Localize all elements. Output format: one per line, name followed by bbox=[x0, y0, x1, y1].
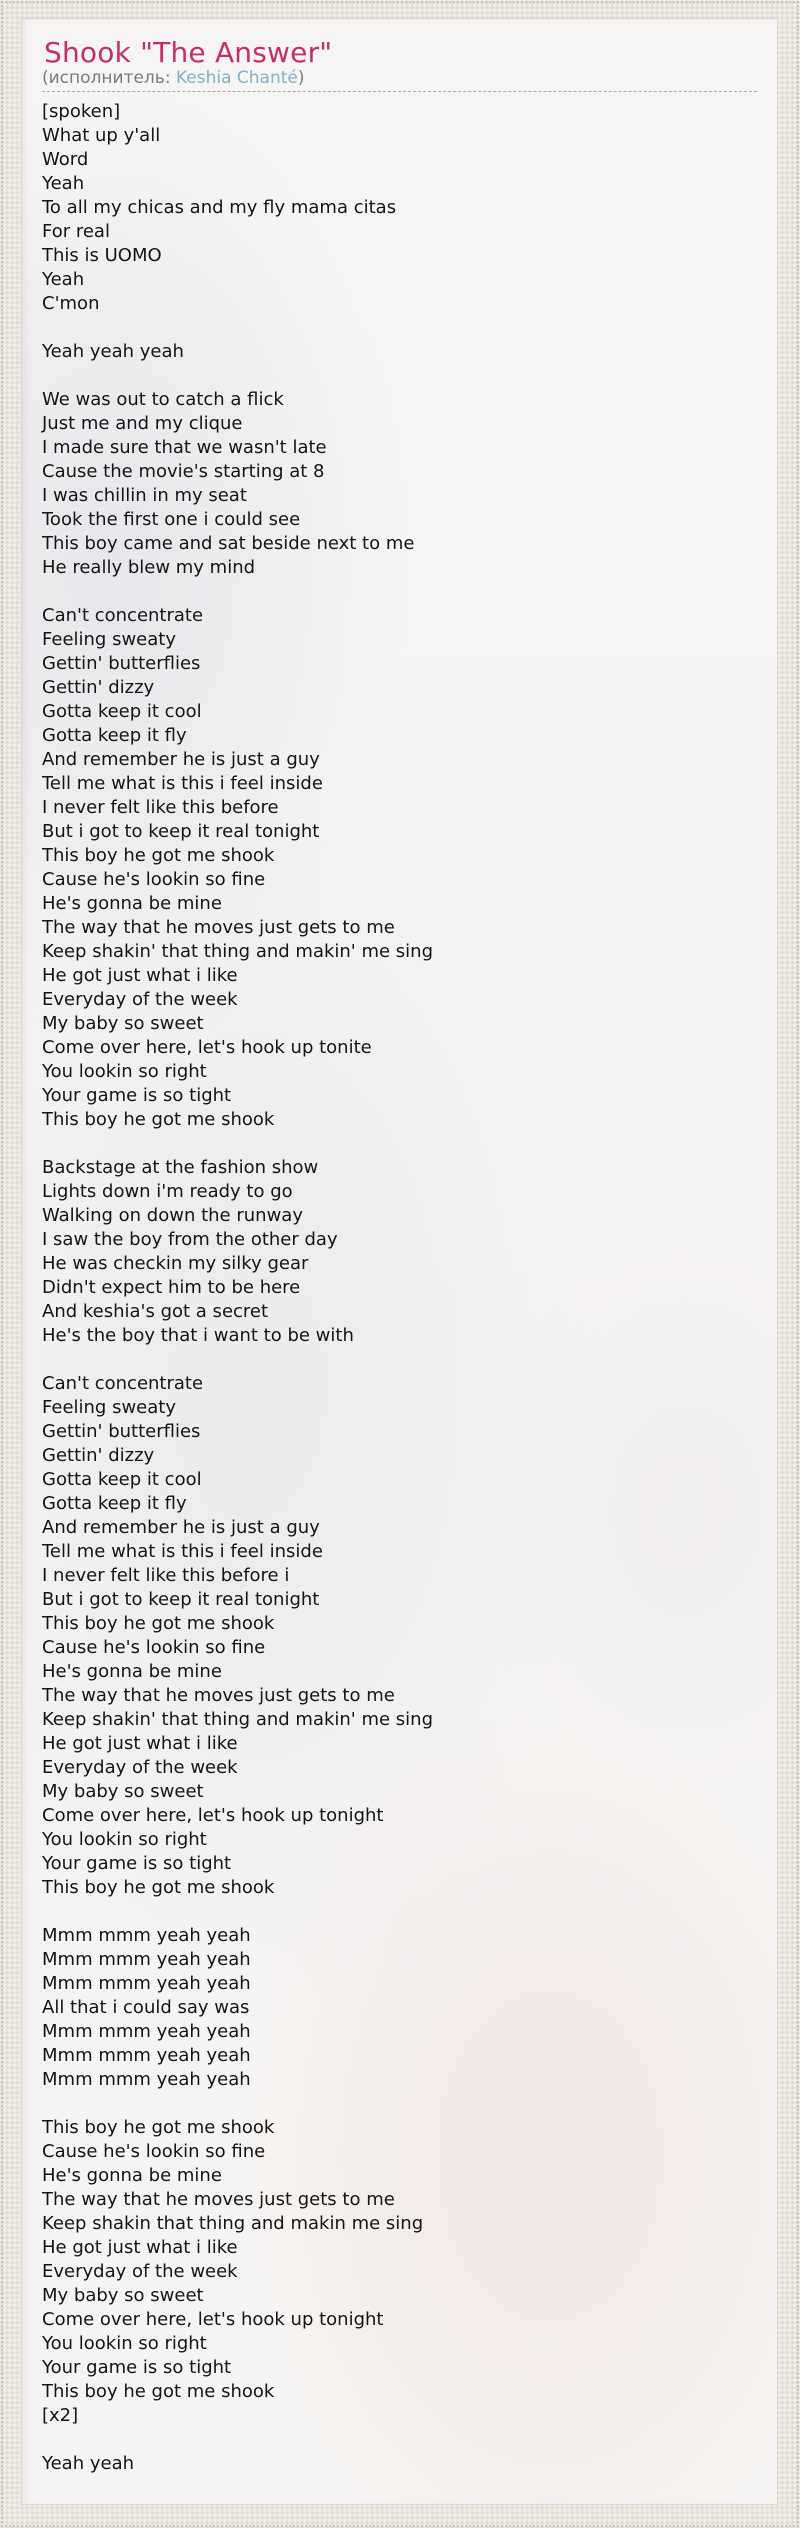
lyric-line: Walking on down the runway bbox=[42, 1205, 303, 1226]
lyric-line: I saw the boy from the other day bbox=[42, 1229, 338, 1250]
artist-link[interactable]: Keshia Chanté bbox=[175, 68, 298, 88]
lyric-line: Tell me what is this i feel inside bbox=[42, 1541, 323, 1562]
lyric-line: He's gonna be mine bbox=[42, 1661, 222, 1682]
lyric-line: Mmm mmm yeah yeah bbox=[42, 2069, 251, 2090]
lyric-line: But i got to keep it real tonight bbox=[42, 821, 320, 842]
lyric-line: He got just what i like bbox=[42, 1733, 238, 1754]
lyric-line: He really blew my mind bbox=[42, 557, 256, 578]
lyric-line: Tell me what is this i feel inside bbox=[42, 773, 323, 794]
lyric-line bbox=[42, 2428, 757, 2452]
lyric-line: The way that he moves just gets to me bbox=[42, 1685, 395, 1706]
lyric-line: My baby so sweet bbox=[42, 2285, 204, 2306]
lyric-line: Just me and my clique bbox=[42, 413, 243, 434]
lyric-line: He's gonna be mine bbox=[42, 2165, 222, 2186]
lyric-line: He's gonna be mine bbox=[42, 893, 222, 914]
lyric-line: Come over here, let's hook up tonight bbox=[42, 1805, 384, 1826]
lyric-line: Your game is so tight bbox=[42, 1085, 232, 1106]
lyric-line: Mmm mmm yeah yeah bbox=[42, 1973, 251, 1994]
lyric-line: Can't concentrate bbox=[42, 605, 204, 626]
lyric-line: This boy he got me shook bbox=[42, 2381, 275, 2402]
lyric-line: This boy he got me shook bbox=[42, 2117, 275, 2138]
song-title: Shook "The Answer" bbox=[44, 36, 333, 69]
lyric-line: Took the first one i could see bbox=[42, 509, 301, 530]
lyric-line: Everyday of the week bbox=[42, 2261, 238, 2282]
lyric-line: Gotta keep it cool bbox=[42, 701, 202, 722]
lyric-line: What up y'all bbox=[42, 125, 161, 146]
lyric-line: Your game is so tight bbox=[42, 2357, 232, 2378]
lyric-line: Word bbox=[42, 149, 89, 170]
lyric-line: Mmm mmm yeah yeah bbox=[42, 1925, 251, 1946]
lyric-line: He got just what i like bbox=[42, 965, 238, 986]
lyric-line: This boy he got me shook bbox=[42, 1877, 275, 1898]
lyric-line: Didn't expect him to be here bbox=[42, 1277, 301, 1298]
lyric-line bbox=[42, 316, 757, 340]
lyric-line: Mmm mmm yeah yeah bbox=[42, 1949, 251, 1970]
lyric-line: Yeah yeah bbox=[42, 2453, 135, 2474]
lyric-line bbox=[42, 1348, 757, 1372]
lyric-line bbox=[42, 2092, 757, 2116]
lyric-line: Cause the movie's starting at 8 bbox=[42, 461, 325, 482]
lyric-line: My baby so sweet bbox=[42, 1013, 204, 1034]
lyric-line: This boy he got me shook bbox=[42, 1109, 275, 1130]
song-header bbox=[42, 37, 757, 92]
lyric-line: He was checkin my silky gear bbox=[42, 1253, 309, 1274]
lyric-line: Everyday of the week bbox=[42, 989, 238, 1010]
lyric-line: And keshia's got a secret bbox=[42, 1301, 269, 1322]
lyric-line: Gettin' butterflies bbox=[42, 1421, 201, 1442]
lyric-line bbox=[42, 580, 757, 604]
lyric-line: You lookin so right bbox=[42, 2333, 207, 2354]
lyric-line: Backstage at the fashion show bbox=[42, 1157, 319, 1178]
lyric-line: This is UOMO bbox=[42, 245, 162, 266]
lyric-line: Can't concentrate bbox=[42, 1373, 204, 1394]
lyric-line: And remember he is just a guy bbox=[42, 1517, 320, 1538]
lyric-line: But i got to keep it real tonight bbox=[42, 1589, 320, 1610]
lyric-line: You lookin so right bbox=[42, 1061, 207, 1082]
lyric-line: [spoken] bbox=[42, 101, 121, 122]
artist-label-prefix: (исполнитель: bbox=[42, 68, 176, 88]
lyric-line: I was chillin in my seat bbox=[42, 485, 247, 506]
lyric-line: We was out to catch a flick bbox=[42, 389, 284, 410]
lyric-line: Keep shakin' that thing and makin' me sing bbox=[42, 941, 434, 962]
lyric-line: Everyday of the week bbox=[42, 1757, 238, 1778]
lyrics-text bbox=[42, 100, 757, 2476]
lyric-line: Gettin' dizzy bbox=[42, 1445, 155, 1466]
lyric-line: Gettin' butterflies bbox=[42, 653, 201, 674]
lyric-line: Gotta keep it fly bbox=[42, 725, 187, 746]
lyric-line: [x2] bbox=[42, 2405, 79, 2426]
lyric-line: You lookin so right bbox=[42, 1829, 207, 1850]
lyric-line: All that i could say was bbox=[42, 1997, 250, 2018]
lyric-line: Cause he's lookin so fine bbox=[42, 2141, 266, 2162]
lyric-line: Gettin' dizzy bbox=[42, 677, 155, 698]
lyric-line: This boy he got me shook bbox=[42, 1613, 275, 1634]
lyric-line: The way that he moves just gets to me bbox=[42, 2189, 395, 2210]
lyric-line: I made sure that we wasn't late bbox=[42, 437, 327, 458]
lyric-line: Keep shakin' that thing and makin' me sing bbox=[42, 1709, 434, 1730]
lyric-line: Feeling sweaty bbox=[42, 1397, 176, 1418]
lyric-line: Come over here, let's hook up tonite bbox=[42, 1037, 372, 1058]
lyric-line: Cause he's lookin so fine bbox=[42, 869, 266, 890]
lyric-line bbox=[42, 1900, 757, 1924]
lyric-line: C'mon bbox=[42, 293, 100, 314]
lyric-line: And remember he is just a guy bbox=[42, 749, 320, 770]
lyric-line: To all my chicas and my fly mama citas bbox=[42, 197, 397, 218]
lyric-line: My baby so sweet bbox=[42, 1781, 204, 1802]
lyric-line: He got just what i like bbox=[42, 2237, 238, 2258]
lyric-line bbox=[42, 364, 757, 388]
lyric-line: For real bbox=[42, 221, 110, 242]
lyric-line bbox=[42, 1132, 757, 1156]
lyric-line: Mmm mmm yeah yeah bbox=[42, 2021, 251, 2042]
lyric-line: Mmm mmm yeah yeah bbox=[42, 2045, 251, 2066]
lyric-line: Gotta keep it cool bbox=[42, 1469, 202, 1490]
lyric-line: This boy he got me shook bbox=[42, 845, 275, 866]
lyric-line: Gotta keep it fly bbox=[42, 1493, 187, 1514]
lyric-line: I never felt like this before i bbox=[42, 1565, 290, 1586]
lyric-line: Feeling sweaty bbox=[42, 629, 176, 650]
panel-inner bbox=[22, 37, 777, 2476]
lyric-line: He's the boy that i want to be with bbox=[42, 1325, 354, 1346]
lyric-line: I never felt like this before bbox=[42, 797, 279, 818]
lyric-line: Keep shakin that thing and makin me sing bbox=[42, 2213, 424, 2234]
lyric-line: Yeah bbox=[42, 173, 85, 194]
lyric-line: Cause he's lookin so fine bbox=[42, 1637, 266, 1658]
lyric-line: Yeah bbox=[42, 269, 85, 290]
artist-line bbox=[42, 69, 757, 92]
lyric-line: The way that he moves just gets to me bbox=[42, 917, 395, 938]
artist-label-suffix: ) bbox=[297, 68, 305, 88]
lyric-line: This boy came and sat beside next to me bbox=[42, 533, 415, 554]
lyric-line: Lights down i'm ready to go bbox=[42, 1181, 293, 1202]
content-panel bbox=[21, 18, 778, 2505]
lyric-line: Your game is so tight bbox=[42, 1853, 232, 1874]
lyric-line: Come over here, let's hook up tonight bbox=[42, 2309, 384, 2330]
lyric-line: Yeah yeah yeah bbox=[42, 341, 184, 362]
